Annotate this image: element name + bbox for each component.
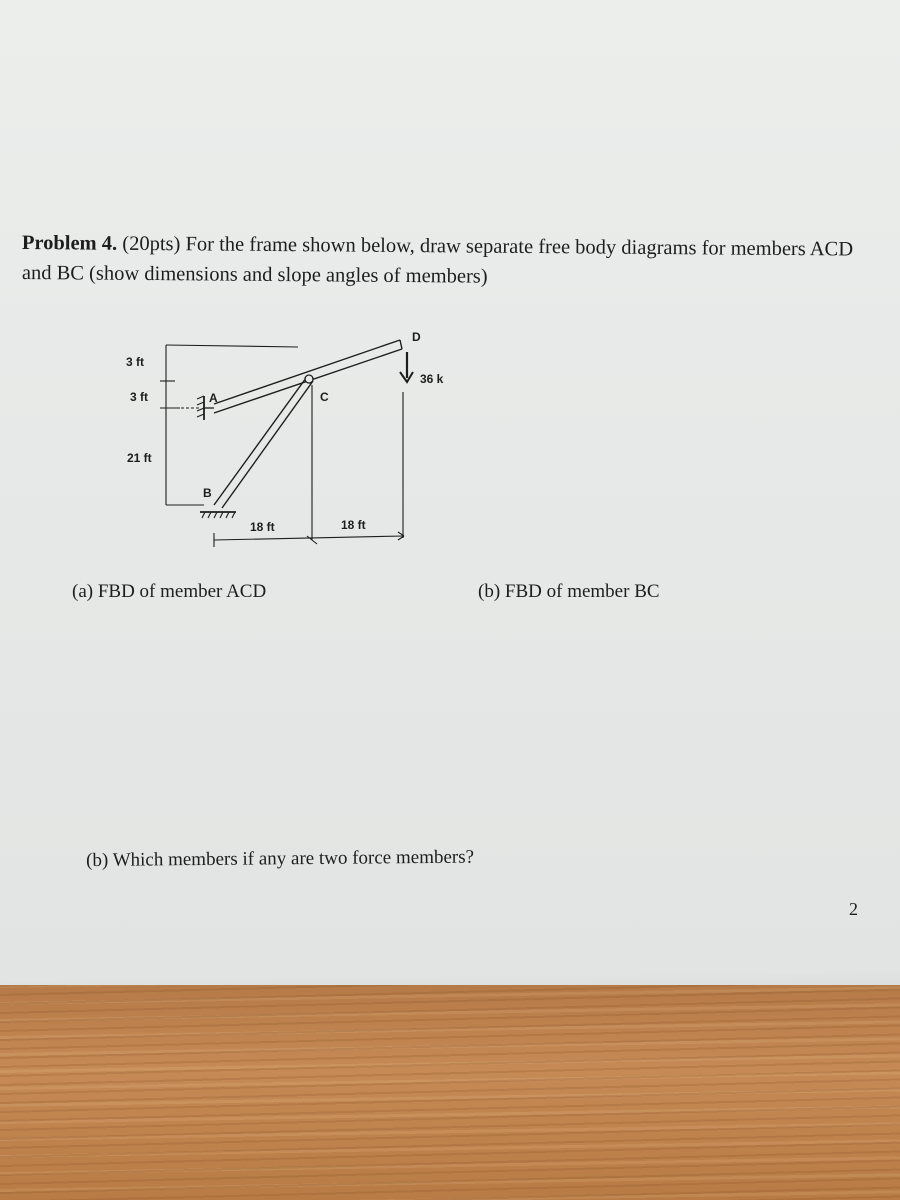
member-acd-end-d	[400, 340, 402, 349]
dim-bottom-right-label: 18 ft	[341, 518, 366, 532]
point-c-label: C	[320, 390, 329, 404]
pin-c	[305, 375, 313, 383]
point-a-label: A	[209, 391, 218, 405]
support-a-hatch	[197, 414, 204, 417]
member-acd-top-edge	[214, 340, 400, 404]
top-reference-line	[166, 345, 298, 347]
dim-mid-label: 3 ft	[130, 390, 148, 404]
support-a-hatch	[197, 396, 204, 399]
problem-heading: Problem 4.	[21, 232, 118, 255]
point-b-label: B	[203, 486, 212, 500]
problem-statement-line-2: and BC (show dimensions and slope angles of members)	[21, 262, 488, 288]
member-bc-right-edge	[222, 381, 313, 508]
part-a-label: (a) FBD of member ACD	[72, 581, 267, 602]
part-b-label: (b) FBD of member BC	[478, 581, 660, 602]
two-force-question: (b) Which members if any are two force members?	[86, 846, 475, 871]
problem-text: (20pts) For the frame shown below, draw separate free body diagrams for members ACD	[117, 232, 854, 261]
page-number: 2	[849, 899, 858, 919]
dim-top-label: 3 ft	[126, 355, 144, 369]
point-d-label: D	[412, 330, 421, 344]
dim-side-label: 21 ft	[127, 451, 152, 465]
wooden-desk	[0, 985, 900, 1200]
dim-bottom-left-label: 18 ft	[250, 520, 275, 534]
support-a-hatch	[197, 402, 204, 405]
load-label: 36 k	[420, 372, 444, 386]
